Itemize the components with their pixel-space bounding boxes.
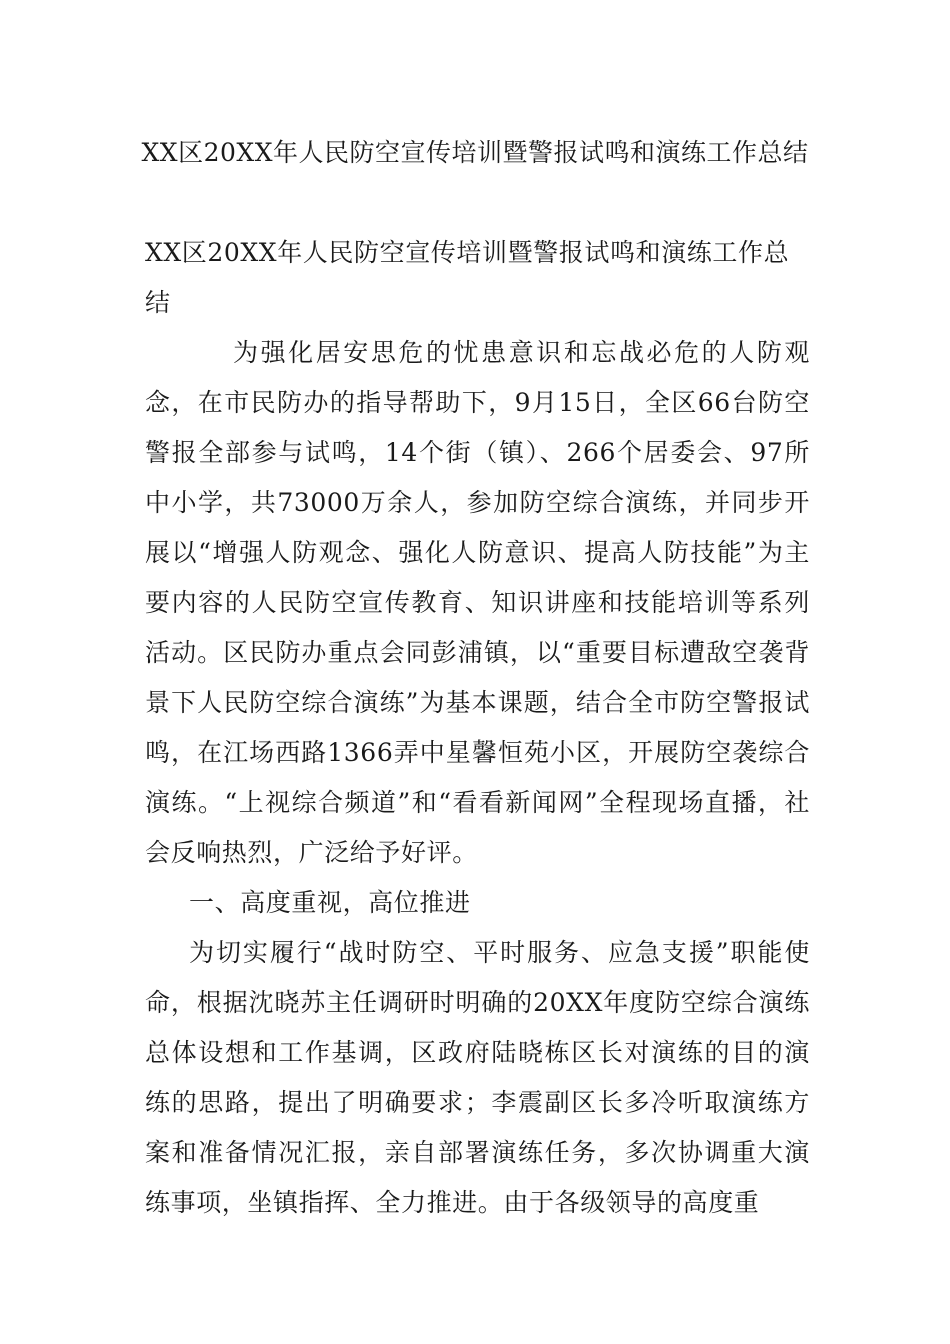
document-title: XX区20XX年人民防空宣传培训暨警报试鸣和演练工作总结 [141, 138, 809, 167]
document-title-repeat: XX区20XX年人民防空宣传培训暨警报试鸣和演练工作总结 [145, 238, 790, 317]
section-heading: 一、高度重视，高位推进 [189, 888, 471, 917]
intro-paragraph: 为强化居安思危的忧患意识和忘战必危的人防观念，在市民防办的指导帮助下，9月15日，全区66台防空警报全部参与试鸣，14个街（镇）、266个居委会、97所中小学，共73000万余人，参加防空综合演练，并同步开展以“增强人防观念、强化人防意识、提高人防技能”为主要内容的人民防空宣传教育、知识讲座和技能培训等系列活动。区民防办重点会同彭浦镇，以“重要目标遭敌空袭背景下人民防空综合演练”为基本课题，结合全市防空警报试鸣，在江场西路1366弄中星馨恒苑小区，开展防空袭综合演练。“上视综合频道”和“看看新闻网”全程现场直播，社会反响热烈，广泛给予好评。 [145, 338, 810, 867]
section-paragraph: 为切实履行“战时防空、平时服务、应急支援”职能使命，根据沈晓苏主任调研时明确的20XX年度防空综合演练总体设想和工作基调，区政府陆晓栋区长对演练的目的演练的思路，提出了明确要求；李震副区长多冷听取演练方案和准备情况汇报，亲自部署演练任务，多次协调重大演练事项，坐镇指挥、全力推进。由于各级领导的高度重 [145, 938, 810, 1217]
